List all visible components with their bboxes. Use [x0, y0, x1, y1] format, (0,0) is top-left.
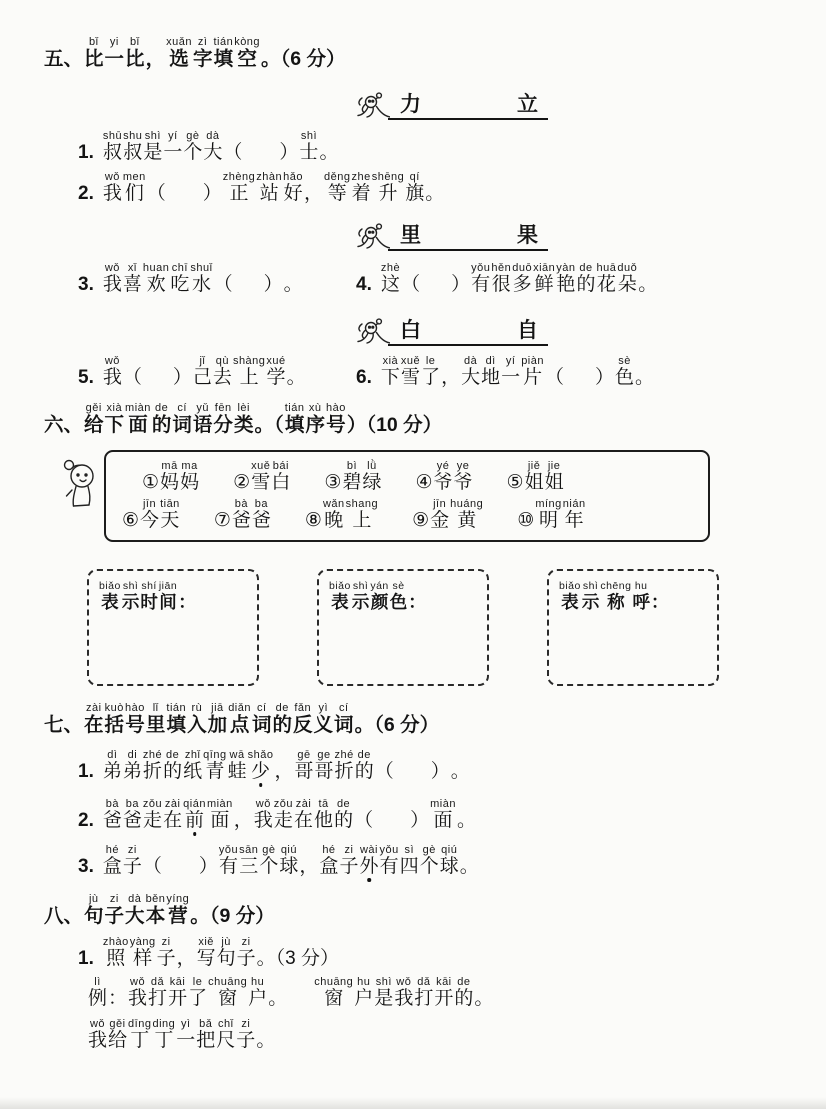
word-item-5: ⑤姐jiě姐jie [506, 460, 564, 493]
answer-box-time [87, 569, 259, 686]
choice-left: 力 [400, 92, 421, 116]
word-item-8: ⑧ 晚wǎn上shang [304, 498, 379, 531]
question-7-2: 2. 爸bà爸ba走zǒu在zài前qián面miàn，我wǒ走zǒu在zài他tā的de（ ） 面miàn。 [78, 797, 476, 831]
choice-right: 果 [517, 223, 538, 247]
choice-banner-li-guo [352, 217, 826, 251]
section5-title: 五、比bǐ一yi比bǐ， 选xuǎn字zì填tián空kòng。（6 分） [44, 36, 346, 70]
question-5-6: 6. 下xià雪xuě了le，大dà地dì一yí片piàn（ ）色sè。 [356, 354, 655, 388]
answer-box-color [317, 569, 489, 686]
choice-left: 里 [400, 223, 421, 247]
word-item-3: ③碧bì绿lǜ [324, 460, 382, 493]
category-boxes [87, 569, 826, 686]
doodle-runner-icon [352, 222, 390, 254]
word-item-10: ⑩ 明míng年nián [517, 498, 586, 531]
word-item-1: ①妈mā妈ma [142, 460, 200, 493]
section8-title: 八、句jù子zi大dà本běn营yíng。（9 分） [44, 892, 275, 927]
word-item-7: ⑦爸bà爸ba [213, 498, 271, 531]
question-row-3-4 [0, 262, 826, 302]
question-5-1: 1. 叔shū叔shu是shì一yí个gè大dà（ ）士shì。 [78, 129, 339, 163]
scan-shadow [0, 1097, 826, 1109]
category-label-appellation: 表biǎo示shì称chēng呼hu： [559, 580, 669, 612]
word-item-9: ⑨金jīn黄huáng [412, 498, 484, 531]
word-item-6: ⑥今jīn天tiān [122, 498, 180, 531]
choice-pair [388, 94, 548, 120]
category-label-color: 表biǎo示shì颜yán色sè： [329, 580, 426, 612]
word-item-4: ④爷yé爷ye [415, 460, 473, 493]
question-7-3: 3. 盒hé子zi（ ）有yǒu三sān个gè球qiú，盒hé子zi外wài有yǒu四sì个gè球qiú。 [78, 843, 479, 877]
question-5-4: 4. 这zhè（ ）有yǒu很hěn多duō鲜xiān艳yàn的de花huā朵duǒ。 [356, 261, 658, 295]
choice-left: 白 [400, 318, 421, 342]
section6-title: 六、给gěi下xià面miàn的de词cí语yǔ分fēn类lèi。（填tián序xù号hào）（10 分） [44, 401, 443, 436]
category-label-time: 表biǎo示shì时shí间jiān： [99, 580, 196, 612]
word-item-2: ②雪xuě白bái [233, 460, 291, 493]
question-5-2: 2. 我wǒ们men（ ） 正zhèng站zhàn好hǎo， 等děng着zhe升shēng旗qí。 [78, 170, 445, 204]
question-5-3: 3. 我wǒ喜xǐ欢huan吃chī水shuǐ（ ）。 [78, 261, 303, 295]
word-bank-box [104, 450, 710, 542]
doodle-runner-icon [352, 317, 390, 349]
word-row-1 [142, 460, 696, 492]
question-row-5-6 [0, 355, 826, 395]
question-7-1: 1. 弟dì弟di折zhé的de纸zhǐ青qīng蛙wā少shǎo，哥gē哥ge折zhé的de（ ）。 [78, 748, 470, 782]
choice-right: 立 [517, 92, 538, 116]
word-row-2 [122, 498, 696, 530]
example-sentence: 例lì：我wǒ打dǎ开kāi了le窗chuāng户hu。 窗chuāng户hu是shì我wǒ打dǎ开kāi的de。 [88, 976, 494, 1009]
question-8-1: 1. 照zhào样yàng子zi，写xiě句jù子zi。（3 分） [78, 936, 340, 969]
choice-banner-bai-zi [352, 312, 826, 346]
girl-mascot-icon [58, 456, 100, 514]
prompt-sentence: 我wǒ给gěi丁dīng丁ding一yì把bǎ尺chǐ子zi。 [88, 1018, 276, 1051]
answer-box-appellation [547, 569, 719, 686]
choice-right: 自 [517, 318, 538, 342]
choice-banner-li-li [352, 86, 826, 120]
choice-pair [388, 320, 548, 346]
question-5-5: 5. 我wǒ（ ）己jǐ去qù上shàng学xué。 [78, 354, 306, 388]
section7-title: 七、在zài括kuò号hào里lǐ填tián入rù加jiā点diǎn词cí的de反fǎn义yì词cí。（6 分） [44, 702, 440, 736]
choice-pair [388, 225, 548, 251]
doodle-runner-icon [352, 91, 390, 123]
word-bank [104, 450, 710, 542]
